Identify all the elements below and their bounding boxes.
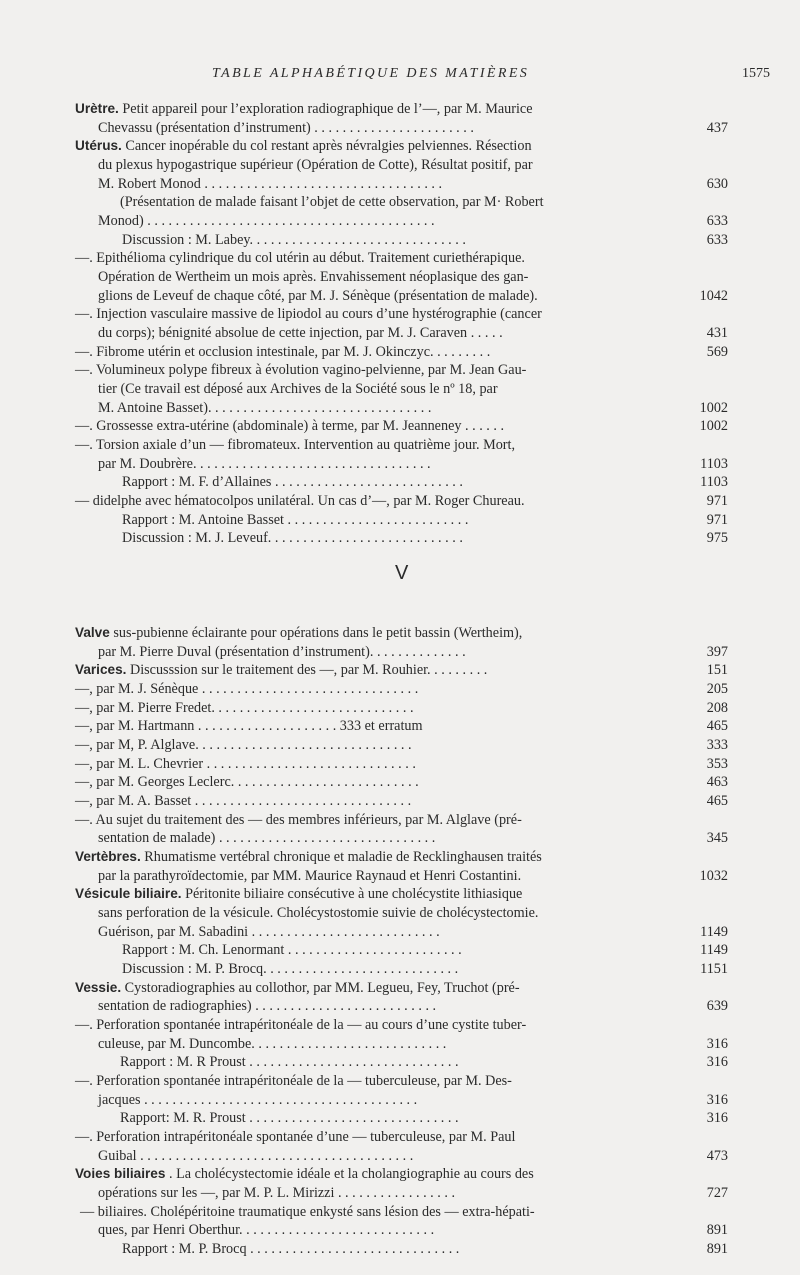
entry-text xyxy=(75,792,411,810)
entry-page-number: 891 xyxy=(706,1222,728,1238)
entry-body: Cancer inopérable du col restant après névralgies pelviennes. Résection xyxy=(121,138,532,154)
entry-page-number: 633 xyxy=(706,213,728,229)
index-line xyxy=(0,417,800,435)
entry-body: par la parathyroïdectomie, par MM. Maurice Raynaud et Henri Costantini. xyxy=(98,868,522,884)
entry-body: —, par M. Hartmann . . . . . . . . . . . . . . . . . . . . 333 et erratum xyxy=(75,718,423,734)
entry-heading: Vertèbres. xyxy=(75,849,141,864)
entry-body: —, par M. Georges Leclerc. . . . . . . . . . . . . . . . . . . . . . . . . . . xyxy=(75,774,419,790)
entry-body: Péritonite biliaire consécutive à une cholécystite lithiasique xyxy=(181,886,523,902)
entry-body: . La cholécystectomie idéale et la cholangiographie au cours des xyxy=(165,1166,534,1182)
entry-body: —. Fibrome utérin et occlusion intestinale, par M. J. Okinczyc. . . . . . . . . xyxy=(75,344,491,360)
entry-body: Rapport : M. P. Brocq . . . . . . . . . . . . . . . . . . . . . . . . . . . . . . xyxy=(122,1241,460,1257)
index-line xyxy=(0,137,800,155)
index-line xyxy=(0,361,800,379)
index-line xyxy=(0,1240,800,1258)
entry-page-number: 316 xyxy=(706,1110,728,1126)
index-line xyxy=(0,979,800,997)
entry-page-number: 431 xyxy=(706,325,728,341)
index-line xyxy=(0,1147,800,1165)
entry-text xyxy=(120,1053,459,1071)
index-line xyxy=(0,829,800,847)
index-line xyxy=(0,1109,800,1127)
index-line xyxy=(0,773,800,791)
entry-body: Rhumatisme vertébral chronique et maladie de Recklinghausen traités xyxy=(140,849,542,865)
entry-page-number: 891 xyxy=(706,1241,728,1257)
entry-page-number: 208 xyxy=(706,700,728,716)
entry-page-number: 639 xyxy=(706,998,728,1014)
entry-page-number: 316 xyxy=(706,1036,728,1052)
entry-text xyxy=(120,193,544,211)
entry-text xyxy=(122,231,466,249)
entry-body: —. Perforation spontanée intrapéritonéale de la — au cours d’une cystite tuber- xyxy=(75,1017,527,1033)
entry-text xyxy=(98,268,528,286)
entry-text xyxy=(122,960,458,978)
entry-text xyxy=(98,1221,434,1239)
entry-text xyxy=(75,979,520,997)
entry-heading: Voies biliaires xyxy=(75,1166,166,1181)
entry-body: tier (Ce travail est déposé aux Archives de la Société sous le nº 18, par xyxy=(98,381,498,397)
entry-body: opérations sur les —, par M. P. L. Mirizzi . . . . . . . . . . . . . . . . . xyxy=(98,1185,456,1201)
index-line xyxy=(0,680,800,698)
index-line xyxy=(0,960,800,978)
entry-text xyxy=(98,119,474,137)
index-line xyxy=(0,1165,800,1183)
entry-page-number: 151 xyxy=(706,662,728,678)
entry-body: —, par M. J. Sénèque . . . . . . . . . . . . . . . . . . . . . . . . . . . . . . . xyxy=(75,681,419,697)
entry-body: Opération de Wertheim un mois après. Envahissement néoplasique des gan- xyxy=(98,269,529,285)
entry-text xyxy=(98,156,533,174)
index-line xyxy=(0,399,800,417)
entry-body: sans perforation de la vésicule. Cholécystostomie suivie de cholécystectomie. xyxy=(98,905,539,921)
entry-text xyxy=(98,1091,417,1109)
entry-page-number: 630 xyxy=(706,176,728,192)
entry-text xyxy=(75,249,525,267)
entry-text xyxy=(122,1240,459,1258)
entry-text xyxy=(98,212,435,230)
entry-text xyxy=(75,717,423,735)
entry-body: Discussion : M. P. Brocq. . . . . . . . . . . . . . . . . . . . . . . . . . . . xyxy=(122,961,459,977)
entry-text xyxy=(75,661,487,679)
entry-body: —. Injection vasculaire massive de lipiodol au cours d’une hystérographie (cancer xyxy=(75,306,542,322)
entry-body: Guérison, par M. Sabadini . . . . . . . . . . . . . . . . . . . . . . . . . . . xyxy=(98,924,440,940)
index-line xyxy=(0,1072,800,1090)
entry-text xyxy=(75,1128,515,1146)
index-line xyxy=(0,1053,800,1071)
entry-page-number: 1151 xyxy=(700,961,728,977)
entry-page-number: 727 xyxy=(706,1185,728,1201)
index-line xyxy=(0,941,800,959)
entry-text xyxy=(98,380,498,398)
entry-body: —. Grossesse extra-utérine (abdominale) à terme, par M. Jeanneney . . . . . . xyxy=(75,418,505,434)
entry-body: —. Torsion axiale d’un — fibromateux. Intervention au quatrième jour. Mort, xyxy=(75,437,516,453)
entry-page-number: 1032 xyxy=(699,868,728,884)
entry-page-number: 316 xyxy=(706,1054,728,1070)
index-line xyxy=(0,923,800,941)
entry-body: du corps); bénignité absolue de cette injection, par M. J. Caraven . . . . . xyxy=(98,325,503,341)
index-line xyxy=(0,175,800,193)
entry-body: —. Perforation intrapéritonéale spontanée d’une — tuberculeuse, par M. Paul xyxy=(75,1129,516,1145)
index-line xyxy=(0,792,800,810)
entry-text xyxy=(75,417,504,435)
entry-page-number: 1042 xyxy=(699,288,728,304)
index-line xyxy=(0,848,800,866)
entry-text xyxy=(75,1016,526,1034)
index-line xyxy=(0,811,800,829)
entry-page-number: 397 xyxy=(706,644,728,660)
entry-page-number: 1103 xyxy=(700,474,728,490)
entry-body: Rapport : M. F. d’Allaines . . . . . . . . . . . . . . . . . . . . . . . . . . . xyxy=(122,474,463,490)
entry-text xyxy=(98,399,431,417)
index-line xyxy=(0,1221,800,1239)
entry-body: Discussion : M. J. Leveuf. . . . . . . . . . . . . . . . . . . . . . . . . . . . xyxy=(122,530,463,546)
entry-text xyxy=(75,811,522,829)
entry-page-number: 353 xyxy=(706,756,728,772)
index-line xyxy=(0,867,800,885)
index-line xyxy=(0,492,800,510)
entry-text xyxy=(80,1203,535,1221)
entry-page-number: 437 xyxy=(706,120,728,136)
entry-body: du plexus hypogastrique supérieur (Opération de Cotte), Résultat positif, par xyxy=(98,157,533,173)
entry-body: par M. Doubrère. . . . . . . . . . . . . . . . . . . . . . . . . . . . . . . . . . xyxy=(98,456,431,472)
entry-body: —, par M. L. Chevrier . . . . . . . . . . . . . . . . . . . . . . . . . . . . . . xyxy=(75,756,416,772)
entry-body: Rapport : M. Ch. Lenormant . . . . . . . . . . . . . . . . . . . . . . . . . xyxy=(122,942,462,958)
entry-text xyxy=(98,997,436,1015)
entry-body: Monod) . . . . . . . . . . . . . . . . . . . . . . . . . . . . . . . . . . . . . . . . . xyxy=(98,213,435,229)
entry-text xyxy=(75,624,522,642)
index-line xyxy=(0,100,800,118)
index-line xyxy=(0,1128,800,1146)
entry-body: —. Epithélioma cylindrique du col utérin au début. Traitement curiethérapique. xyxy=(75,250,525,266)
entry-body: —, par M, P. Alglave. . . . . . . . . . . . . . . . . . . . . . . . . . . . . . . xyxy=(75,737,412,753)
entry-text xyxy=(75,699,414,717)
entry-body: —. Au sujet du traitement des — des membres inférieurs, par M. Alglave (pré- xyxy=(75,812,522,828)
entry-body: —. Volumineux polype fibreux à évolution vagino-pelvienne, par M. Jean Gau- xyxy=(75,362,527,378)
entry-text xyxy=(75,361,526,379)
index-line xyxy=(0,1016,800,1034)
entry-text xyxy=(122,473,463,491)
entry-heading: Vessie. xyxy=(75,980,122,995)
entry-page-number: 333 xyxy=(706,737,728,753)
entry-heading: Varices. xyxy=(75,662,127,677)
entry-text xyxy=(122,511,468,529)
entry-text xyxy=(98,643,466,661)
entry-text xyxy=(75,343,490,361)
entry-text xyxy=(98,923,440,941)
entry-text xyxy=(98,287,538,305)
entry-text xyxy=(98,829,435,847)
index-line xyxy=(0,699,800,717)
entry-body: jacques . . . . . . . . . . . . . . . . . . . . . . . . . . . . . . . . . . . . . . . xyxy=(98,1092,418,1108)
entry-page-number: 971 xyxy=(706,493,728,509)
entry-text xyxy=(75,436,515,454)
index-line xyxy=(0,997,800,1015)
entry-text xyxy=(98,867,521,885)
entry-body: —. Perforation spontanée intrapéritonéale de la — tuberculeuse, par M. Des- xyxy=(75,1073,512,1089)
entry-page-number: 1103 xyxy=(700,456,728,472)
entry-heading: Urètre. xyxy=(75,101,119,116)
entry-body: sentation de radiographies) . . . . . . . . . . . . . . . . . . . . . . . . . . xyxy=(98,998,437,1014)
index-line xyxy=(0,717,800,735)
entry-body: —, par M. Pierre Fredet. . . . . . . . . . . . . . . . . . . . . . . . . . . . . xyxy=(75,700,414,716)
entry-page-number: 1002 xyxy=(699,400,728,416)
entry-heading: Vésicule biliaire. xyxy=(75,886,182,901)
index-line xyxy=(0,249,800,267)
entry-body: Rapport: M. R. Proust . . . . . . . . . . . . . . . . . . . . . . . . . . . . . . xyxy=(120,1110,459,1126)
entry-page-number: 1002 xyxy=(699,418,728,434)
index-line xyxy=(0,736,800,754)
entry-body: Rapport : M. Antoine Basset . . . . . . . . . . . . . . . . . . . . . . . . . . xyxy=(122,512,469,528)
running-title: TABLE ALPHABÉTIQUE DES MATIÈRES xyxy=(212,66,530,81)
index-line xyxy=(0,324,800,342)
index-line xyxy=(0,661,800,679)
entry-page-number: 473 xyxy=(706,1148,728,1164)
index-line xyxy=(0,755,800,773)
entry-text xyxy=(75,680,418,698)
entry-text xyxy=(98,1184,455,1202)
entry-body: culeuse, par M. Duncombe. . . . . . . . . . . . . . . . . . . . . . . . . . . . xyxy=(98,1036,447,1052)
entry-text xyxy=(98,904,538,922)
entry-page-number: 569 xyxy=(706,344,728,360)
entry-text xyxy=(75,773,419,791)
entry-body: sus-pubienne éclairante pour opérations dans le petit bassin (Wertheim), xyxy=(109,625,523,641)
entry-body: Petit appareil pour l’exploration radiographique de l’—, par M. Maurice xyxy=(118,101,533,117)
index-line xyxy=(0,212,800,230)
index-line xyxy=(0,624,800,642)
index-line xyxy=(0,305,800,323)
entry-text xyxy=(98,324,503,342)
index-line xyxy=(0,119,800,137)
index-line xyxy=(0,473,800,491)
entry-body: Chevassu (présentation d’instrument) . . . . . . . . . . . . . . . . . . . . . . . xyxy=(98,120,474,136)
entry-page-number: 345 xyxy=(706,830,728,846)
index-line xyxy=(0,904,800,922)
index-line xyxy=(0,231,800,249)
entry-text xyxy=(75,1072,512,1090)
entry-text xyxy=(75,492,525,510)
entry-body: (Présentation de malade faisant l’objet de cette observation, par M· Robert xyxy=(120,194,544,210)
entry-text xyxy=(75,1165,534,1183)
entry-body: sentation de malade) . . . . . . . . . . . . . . . . . . . . . . . . . . . . . . . xyxy=(98,830,436,846)
index-line xyxy=(0,268,800,286)
entry-text xyxy=(98,175,442,193)
entry-body: Rapport : M. R Proust . . . . . . . . . . . . . . . . . . . . . . . . . . . . . . xyxy=(120,1054,459,1070)
entry-body: Discussion : M. Labey. . . . . . . . . . . . . . . . . . . . . . . . . . . . . . . xyxy=(122,232,466,248)
entry-body: —, par M. A. Basset . . . . . . . . . . . . . . . . . . . . . . . . . . . . . . . xyxy=(75,793,412,809)
entry-text xyxy=(75,736,412,754)
index-line xyxy=(0,455,800,473)
entry-page-number: 465 xyxy=(706,718,728,734)
entry-body: Guibal . . . . . . . . . . . . . . . . . . . . . . . . . . . . . . . . . . . . . . . xyxy=(98,1148,414,1164)
entry-text xyxy=(122,941,462,959)
index-line xyxy=(0,1184,800,1202)
page-number: 1575 xyxy=(742,66,770,81)
entry-text xyxy=(98,1147,413,1165)
entry-body: — biliaires. Cholépéritoine traumatique enkysté sans lésion des — extra-hépati- xyxy=(80,1204,535,1220)
index-line xyxy=(0,287,800,305)
entry-page-number: 1149 xyxy=(700,942,728,958)
index-line xyxy=(0,643,800,661)
entry-text xyxy=(75,885,522,903)
index-line xyxy=(0,380,800,398)
index-line xyxy=(0,343,800,361)
entry-text xyxy=(75,848,542,866)
index-line xyxy=(0,511,800,529)
entry-page-number: 463 xyxy=(706,774,728,790)
index-line xyxy=(0,1203,800,1221)
entry-text xyxy=(122,529,463,547)
entry-body: Cystoradiographies au collothor, par MM. Legueu, Fey, Truchot (pré- xyxy=(121,980,520,996)
entry-body: par M. Pierre Duval (présentation d’instrument). . . . . . . . . . . . . . xyxy=(98,644,466,660)
entry-page-number: 975 xyxy=(706,530,728,546)
entry-heading: Valve xyxy=(75,625,110,640)
index-line xyxy=(0,193,800,211)
entry-text xyxy=(75,137,532,155)
entry-heading: Utérus. xyxy=(75,138,122,153)
entry-page-number: 971 xyxy=(706,512,728,528)
entry-page-number: 633 xyxy=(706,232,728,248)
entry-text xyxy=(98,1035,446,1053)
index-line xyxy=(0,529,800,547)
entry-text xyxy=(120,1109,459,1127)
entry-text xyxy=(75,755,416,773)
entry-body: M. Antoine Basset). . . . . . . . . . . . . . . . . . . . . . . . . . . . . . . . xyxy=(98,400,432,416)
entry-text xyxy=(75,305,542,323)
index-line xyxy=(0,156,800,174)
entry-page-number: 1149 xyxy=(700,924,728,940)
index-line xyxy=(0,1035,800,1053)
entry-body: — didelphe avec hématocolpos unilatéral. Un cas d’—, par M. Roger Chureau. xyxy=(75,493,525,509)
entry-page-number: 205 xyxy=(706,681,728,697)
index-line xyxy=(0,1091,800,1109)
entry-text xyxy=(75,100,533,118)
entry-page-number: 465 xyxy=(706,793,728,809)
section-letter: V xyxy=(395,562,409,584)
entry-text xyxy=(98,455,431,473)
entry-body: Discusssion sur le traitement des —, par M. Rouhier. . . . . . . . . xyxy=(126,662,488,678)
entry-body: glions de Leveuf de chaque côté, par M. J. Sénèque (présentation de malade). xyxy=(98,288,538,304)
entry-body: ques, par Henri Oberthur. . . . . . . . . . . . . . . . . . . . . . . . . . . . xyxy=(98,1222,435,1238)
index-line xyxy=(0,436,800,454)
entry-page-number: 316 xyxy=(706,1092,728,1108)
running-header xyxy=(0,66,800,86)
entry-body: M. Robert Monod . . . . . . . . . . . . . . . . . . . . . . . . . . . . . . . . . . xyxy=(98,176,443,192)
index-line xyxy=(0,885,800,903)
